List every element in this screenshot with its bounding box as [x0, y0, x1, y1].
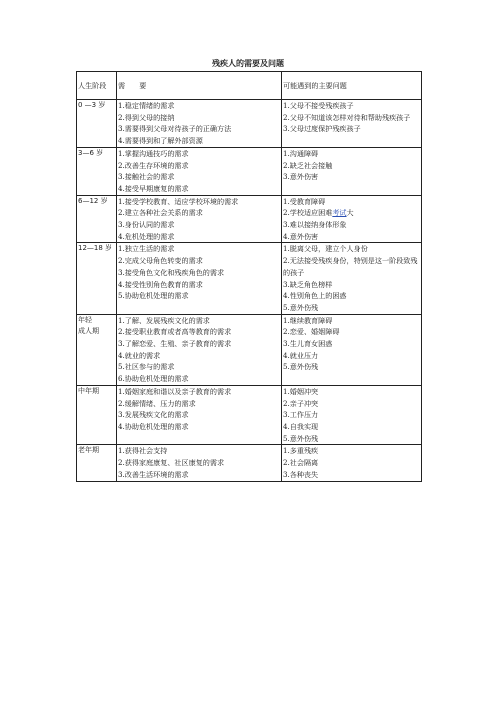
table-row — [77, 100, 422, 148]
need-item: 4.需要得到和了解外部资源 — [118, 136, 203, 146]
needs-cell — [117, 195, 282, 243]
problem-item: 1.多重残疾 — [283, 446, 319, 456]
stage-cell: 12—18 岁 — [77, 243, 117, 314]
stage-line: 年轻 — [78, 315, 92, 324]
stage-cell: 0 —3 岁 — [77, 100, 117, 148]
problem-text: 2.学校适应困难 — [283, 208, 333, 218]
problem-text: 大 — [346, 208, 354, 218]
stage-cell: 中年期 — [77, 385, 117, 445]
problems-cell — [282, 445, 422, 481]
need-item: 5.社区参与的需求 — [118, 362, 175, 372]
problem-item: 3.难以接纳身体形象 — [283, 220, 347, 230]
problem-item: 4.性别角色上的困惑 — [283, 291, 347, 301]
needs-cell — [117, 314, 282, 385]
problem-item: 2.社会隔离 — [283, 458, 319, 468]
header-needs: 需 要 — [117, 72, 282, 100]
need-item: 3.接触社会的需求 — [118, 172, 175, 182]
need-item: 1.了解、发展残疾文化的需求 — [118, 315, 210, 325]
problem-item: 1.脱离父母，建立个人身份 — [283, 244, 368, 254]
need-item: 2.缓解情绪、压力的需求 — [118, 398, 196, 408]
need-item: 4.就业的需求 — [118, 350, 161, 360]
need-item: 3.了解恋爱、生殖、亲子教育的需求 — [118, 339, 232, 349]
stage-cell: 6—12 岁 — [77, 195, 117, 243]
needs-cell — [117, 147, 282, 195]
problem-item: 3.缺乏角色榜样 — [283, 279, 333, 289]
needs-cell — [117, 445, 282, 481]
needs-cell — [117, 385, 282, 445]
need-item: 1.接受学校教育、适应学校环境的需求 — [118, 196, 239, 206]
problem-item-with-link — [283, 207, 420, 219]
need-item: 1.独立生活的需求 — [118, 244, 175, 254]
problem-item: 4.自我实现 — [283, 421, 319, 431]
problem-item: 5.意外伤残 — [283, 362, 319, 372]
need-item: 2.得到父母的接纳 — [118, 112, 175, 122]
stage-line: 成人期 — [78, 326, 99, 335]
table-row — [77, 385, 422, 445]
need-item: 2.改善生存环境的需求 — [118, 160, 189, 170]
problem-item: 3.父母过度保护残疾孩子 — [283, 124, 361, 134]
needs-problems-table — [76, 71, 422, 482]
needs-cell — [117, 243, 282, 314]
need-item: 3.发展残疾文化的需求 — [118, 410, 189, 420]
problem-item: 3.意外伤害 — [283, 172, 319, 182]
document-title: 残疾人的需要及问题 — [212, 59, 284, 68]
problem-item: 1.沟通障碍 — [283, 148, 319, 158]
table-header-row — [77, 72, 422, 100]
problems-cell — [282, 314, 422, 385]
need-item: 3.身份认同的需求 — [118, 220, 175, 230]
need-item: 4.接受早期康复的需求 — [118, 183, 189, 193]
table-row — [77, 147, 422, 195]
exam-link[interactable]: 考试 — [332, 208, 347, 218]
need-item: 2.建立各种社会关系的需求 — [118, 208, 203, 218]
need-item: 4.协助危机处理的需求 — [118, 421, 189, 431]
problem-item: 2.缺乏社会接触 — [283, 160, 333, 170]
problems-cell — [282, 195, 422, 243]
problem-item: 5.意外伤残 — [283, 302, 319, 312]
problem-item: 3.各种丧失 — [283, 469, 319, 479]
problem-item: 3.工作压力 — [283, 410, 319, 420]
need-item: 4.危机处理的需求 — [118, 231, 175, 241]
problem-item: 5.意外伤残 — [283, 433, 319, 443]
stage-cell — [77, 314, 117, 385]
need-item: 1.婚姻家庭和谐以及亲子教育的需求 — [118, 386, 232, 396]
needs-cell — [117, 100, 282, 148]
problems-cell — [282, 100, 422, 148]
table-row — [77, 195, 422, 243]
problems-cell — [282, 147, 422, 195]
need-item: 2.完成父母角色转变的需求 — [118, 256, 203, 266]
table-row — [77, 314, 422, 385]
problem-item: 4.就业压力 — [283, 350, 319, 360]
need-item: 3.需要得到父母对待孩子的正确方法 — [118, 124, 232, 134]
problem-item: 1.婚姻冲突 — [283, 386, 319, 396]
need-item: 6.协助危机处理的需求 — [118, 374, 189, 384]
problem-item: 1.继续教育障碍 — [283, 315, 333, 325]
problem-item: 3.生儿育女困惑 — [283, 339, 333, 349]
problem-item: 2.恋爱、婚姻障碍 — [283, 327, 340, 337]
need-item: 4.接受性别角色教育的需求 — [118, 279, 203, 289]
problem-item: 1.父母不接受残疾孩子 — [283, 101, 354, 110]
need-item: 1.掌握沟通技巧的需求 — [118, 148, 189, 158]
need-item: 2.接受职业教育或者高等教育的需求 — [118, 327, 232, 337]
header-problems: 可能遇到的主要问题 — [282, 72, 422, 100]
stage-cell: 老年期 — [77, 445, 117, 481]
table-row — [77, 445, 422, 481]
table-row — [77, 243, 422, 314]
need-item: 5.协助危机处理的需求 — [118, 291, 189, 301]
header-life-stage: 人生阶段 — [77, 72, 117, 100]
problem-item: 1.受教育障碍 — [283, 196, 326, 206]
need-item: 3.接受角色文化和残疾角色的需求 — [118, 267, 225, 277]
problem-item: 2.亲子冲突 — [283, 398, 319, 408]
need-item: 2.获得家庭康复、社区康复的需求 — [118, 458, 225, 468]
stage-cell: 3—6 岁 — [77, 147, 117, 195]
need-item: 1.稳定情绪的需求 — [118, 101, 175, 110]
problems-cell — [282, 243, 422, 314]
problem-item: 2.父母不知道该怎样对待和帮助残疾孩子 — [283, 112, 411, 122]
need-item: 3.改善生活环境的需求 — [118, 469, 189, 479]
need-item: 1.获得社会支持 — [118, 446, 168, 456]
problems-cell — [282, 385, 422, 445]
problem-item: 4.意外伤害 — [283, 231, 319, 241]
problem-item: 2.无法接受残疾身份，特别是这一阶段致残的孩子 — [283, 256, 418, 277]
